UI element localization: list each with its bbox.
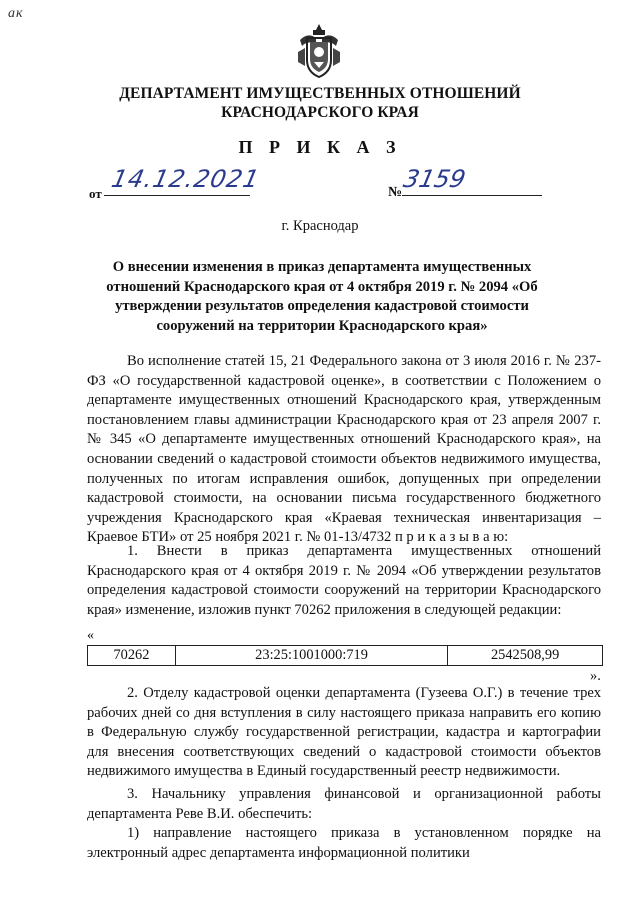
quote-open-mark: « bbox=[87, 628, 94, 643]
order-subject-heading: О внесении изменения в приказ департамента имущественных отношений Краснодарского края от 4 октября 2019 г. № 2094 «Об утверждении результатов определения кадастровой стоимости сооружений на территории Краснодарского края» bbox=[106, 259, 538, 334]
clause-1-paragraph: 1. Внести в приказ департамента имущественных отношений Краснодарского края от 4 октября 2019 г. № 2094 «Об утверждении результатов определения кадастровой стоимости сооружений на территории Краснодарского края» изменение, изложив пункт 70262 приложения в следующей редакции: bbox=[87, 543, 601, 618]
coat-of-arms-emblem bbox=[296, 22, 342, 80]
clause-3-1-paragraph: 1) направление настоящего приказа в установленном порядке на электронный адрес департамента информационной политики bbox=[87, 825, 601, 861]
table-cell-cadastral-value: 2542508,99 bbox=[448, 646, 603, 666]
date-underline bbox=[104, 195, 250, 196]
preamble-paragraph: Во исполнение статей 15, 21 Федерального закона от 3 июля 2016 г. № 237-ФЗ «О государственной кадастровой оценке», в соответствии с Положением о департаменте имущественных отношений Краснодарского края, утвержденным постановлением главы администрации Краснодарского края от 23 апреля 2007 г. № 345 «О департаменте имущественных отношений Краснодарского края», на основании сведений о кадастровой стоимости объектов недвижимого имущества, полученных по итогам исправления ошибок, допущенных при определении кадастровой стоимости, на основании письма государственного бюджетного учреждения Краснодарского края «Краевая техническая инвентаризация – Краевое БТИ» от 25 ноября 2021 г. № 01-13/4732 п р и к а з ы в а ю: bbox=[87, 353, 601, 546]
number-prefix: № bbox=[388, 185, 403, 200]
table-cell-cadastral-number: 23:25:1001000:719 bbox=[175, 646, 447, 666]
corner-handwritten-mark: ак bbox=[8, 6, 24, 21]
city-line: г. Краснодар bbox=[281, 218, 359, 234]
department-name-line2: КРАСНОДАРСКОГО КРАЯ bbox=[221, 104, 419, 121]
cadastral-value-table bbox=[87, 645, 603, 666]
quote-close-mark: ». bbox=[590, 668, 601, 684]
clause-3-paragraph: 3. Начальнику управления финансовой и организационной работы департамента Реве В.И. обеспечить: bbox=[87, 786, 601, 822]
document-type-title: П Р И К А З bbox=[238, 137, 402, 157]
handwritten-order-number: 3159 bbox=[401, 165, 469, 193]
number-underline bbox=[402, 195, 542, 196]
clause-2-paragraph: 2. Отделу кадастровой оценки департамента (Гузеева О.Г.) в течение трех рабочих дней со дня вступления в силу настоящего приказа направить его копию в Федеральную службу государственной регистрации, кадастра и картографии для внесения соответствующих сведений о кадастровой стоимости объектов недвижимого имущества в Единый государственный реестр недвижимости. bbox=[87, 685, 601, 780]
table-row bbox=[88, 646, 603, 666]
department-name-line1: ДЕПАРТАМЕНТ ИМУЩЕСТВЕННЫХ ОТНОШЕНИЙ bbox=[119, 85, 521, 102]
table-cell-item-number: 70262 bbox=[88, 646, 176, 666]
date-prefix: от bbox=[89, 186, 102, 201]
handwritten-date: 14.12.2021 bbox=[109, 165, 263, 193]
